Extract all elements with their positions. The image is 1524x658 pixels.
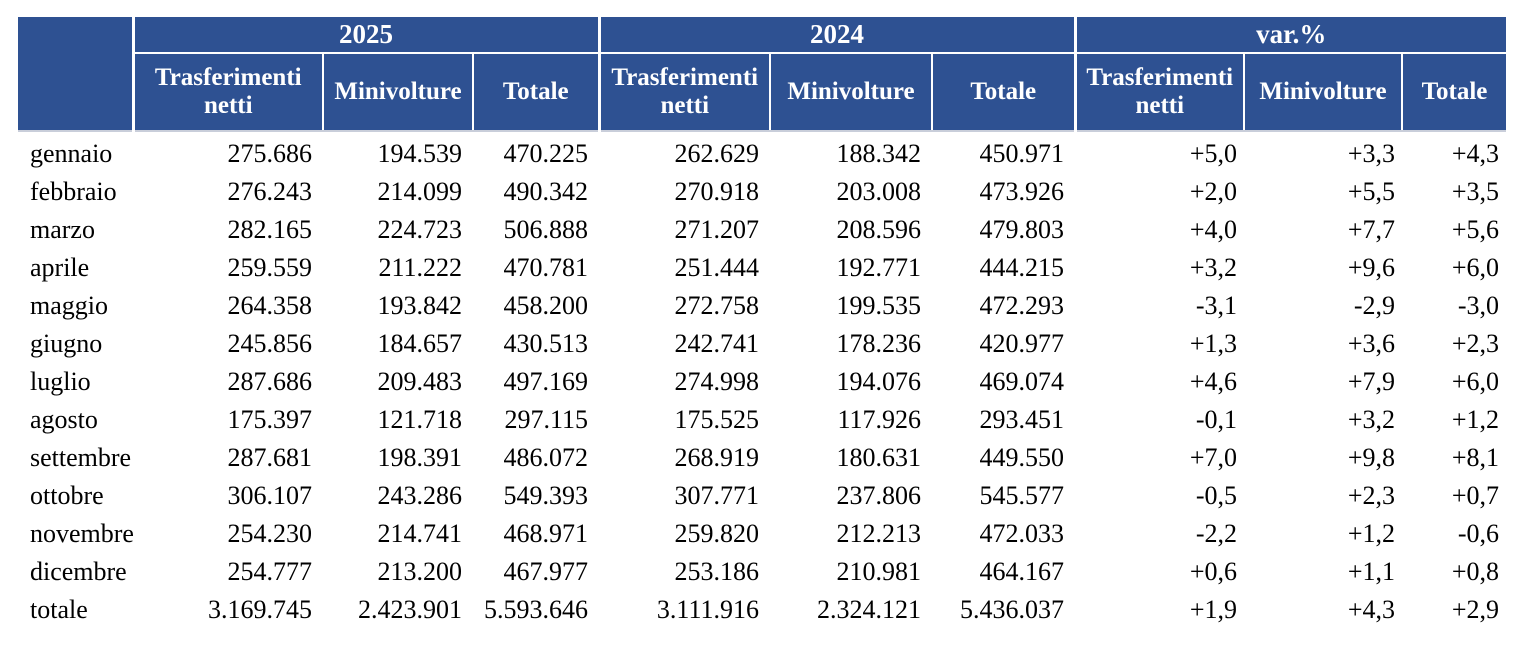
row-label: luglio [18,363,133,401]
cell-2025-totale: 468.971 [473,515,599,553]
cell-var-minivolture: +4,3 [1244,591,1402,629]
header-row-years [18,17,1506,53]
table-row [18,477,1506,515]
cell-2025-totale: 467.977 [473,553,599,591]
table-row [18,439,1506,477]
cell-2024-trasferimenti-netti: 242.741 [599,325,770,363]
cell-2025-trasferimenti-netti: 254.230 [133,515,323,553]
row-label: gennaio [18,131,133,173]
cell-2025-trasferimenti-netti: 287.686 [133,363,323,401]
cell-2024-minivolture: 210.981 [770,553,932,591]
cell-2024-totale: 469.074 [932,363,1075,401]
cell-var-totale: +0,8 [1402,553,1506,591]
cell-2024-minivolture: 188.342 [770,131,932,173]
cell-2024-trasferimenti-netti: 262.629 [599,131,770,173]
cell-2025-trasferimenti-netti: 175.397 [133,401,323,439]
cell-2025-minivolture: 214.741 [323,515,473,553]
cell-var-minivolture: +3,2 [1244,401,1402,439]
cell-2024-trasferimenti-netti: 274.998 [599,363,770,401]
cell-2025-totale: 470.781 [473,249,599,287]
cell-var-totale: +0,7 [1402,477,1506,515]
cell-2025-totale: 5.593.646 [473,591,599,629]
subheader-var-minivolture: Minivolture [1244,53,1402,131]
cell-2024-trasferimenti-netti: 272.758 [599,287,770,325]
cell-var-totale: +2,3 [1402,325,1506,363]
cell-2024-minivolture: 180.631 [770,439,932,477]
header-row-subcolumns [18,53,1506,131]
table-row [18,287,1506,325]
cell-2024-trasferimenti-netti: 268.919 [599,439,770,477]
table-row [18,249,1506,287]
cell-2025-minivolture: 211.222 [323,249,473,287]
row-label: settembre [18,439,133,477]
cell-2024-minivolture: 212.213 [770,515,932,553]
group-header-2024: 2024 [599,17,1075,53]
cell-var-trasferimenti-netti: +7,0 [1075,439,1244,477]
table-row [18,173,1506,211]
table-row [18,515,1506,553]
table-row [18,363,1506,401]
cell-2024-totale: 464.167 [932,553,1075,591]
cell-2025-trasferimenti-netti: 3.169.745 [133,591,323,629]
row-label: marzo [18,211,133,249]
cell-2025-minivolture: 209.483 [323,363,473,401]
cell-var-trasferimenti-netti: -2,2 [1075,515,1244,553]
cell-var-trasferimenti-netti: +0,6 [1075,553,1244,591]
cell-2024-minivolture: 117.926 [770,401,932,439]
row-label: giugno [18,325,133,363]
cell-2025-trasferimenti-netti: 287.681 [133,439,323,477]
row-label: maggio [18,287,133,325]
cell-2024-trasferimenti-netti: 270.918 [599,173,770,211]
cell-2024-trasferimenti-netti: 251.444 [599,249,770,287]
subheader-2025-totale: Totale [473,53,599,131]
cell-var-trasferimenti-netti: +1,9 [1075,591,1244,629]
cell-2025-minivolture: 184.657 [323,325,473,363]
cell-2025-trasferimenti-netti: 245.856 [133,325,323,363]
cell-var-minivolture: +2,3 [1244,477,1402,515]
cell-2025-totale: 486.072 [473,439,599,477]
cell-2024-trasferimenti-netti: 307.771 [599,477,770,515]
cell-2024-minivolture: 237.806 [770,477,932,515]
group-header-2025: 2025 [133,17,599,53]
cell-var-totale: -0,6 [1402,515,1506,553]
cell-var-trasferimenti-netti: +2,0 [1075,173,1244,211]
subheader-2024-totale: Totale [932,53,1075,131]
table-body [18,131,1506,629]
cell-var-minivolture: +9,6 [1244,249,1402,287]
cell-2025-totale: 490.342 [473,173,599,211]
cell-var-minivolture: +7,7 [1244,211,1402,249]
cell-var-trasferimenti-netti: +1,3 [1075,325,1244,363]
cell-var-trasferimenti-netti: -0,1 [1075,401,1244,439]
subheader-2024-trasferimenti-netti: Trasferimenti netti [599,53,770,131]
corner-cell [18,17,133,131]
cell-2025-trasferimenti-netti: 282.165 [133,211,323,249]
cell-var-minivolture: +7,9 [1244,363,1402,401]
cell-var-trasferimenti-netti: +5,0 [1075,131,1244,173]
table-row [18,211,1506,249]
cell-2024-minivolture: 203.008 [770,173,932,211]
cell-2025-minivolture: 2.423.901 [323,591,473,629]
cell-2025-minivolture: 194.539 [323,131,473,173]
cell-var-totale: +4,3 [1402,131,1506,173]
cell-var-totale: +5,6 [1402,211,1506,249]
cell-2024-minivolture: 194.076 [770,363,932,401]
cell-2024-trasferimenti-netti: 259.820 [599,515,770,553]
cell-2025-minivolture: 213.200 [323,553,473,591]
cell-2024-totale: 5.436.037 [932,591,1075,629]
cell-2024-trasferimenti-netti: 253.186 [599,553,770,591]
cell-2025-totale: 470.225 [473,131,599,173]
cell-2024-minivolture: 199.535 [770,287,932,325]
cell-var-totale: +6,0 [1402,249,1506,287]
row-label: aprile [18,249,133,287]
cell-var-trasferimenti-netti: -0,5 [1075,477,1244,515]
cell-var-totale: +8,1 [1402,439,1506,477]
cell-2025-minivolture: 214.099 [323,173,473,211]
cell-var-totale: +6,0 [1402,363,1506,401]
cell-var-totale: +1,2 [1402,401,1506,439]
cell-var-trasferimenti-netti: -3,1 [1075,287,1244,325]
cell-var-trasferimenti-netti: +4,6 [1075,363,1244,401]
row-label: dicembre [18,553,133,591]
cell-var-minivolture: +3,6 [1244,325,1402,363]
cell-2024-minivolture: 178.236 [770,325,932,363]
cell-var-minivolture: -2,9 [1244,287,1402,325]
subheader-var-totale: Totale [1402,53,1506,131]
table-row [18,591,1506,629]
group-header-var: var.% [1075,17,1506,53]
cell-2025-trasferimenti-netti: 254.777 [133,553,323,591]
cell-2024-trasferimenti-netti: 3.111.916 [599,591,770,629]
table-row [18,401,1506,439]
cell-2024-minivolture: 192.771 [770,249,932,287]
cell-2024-totale: 472.293 [932,287,1075,325]
table-row [18,131,1506,173]
cell-var-trasferimenti-netti: +3,2 [1075,249,1244,287]
cell-2024-totale: 293.451 [932,401,1075,439]
cell-2024-trasferimenti-netti: 271.207 [599,211,770,249]
cell-var-minivolture: +9,8 [1244,439,1402,477]
cell-2025-trasferimenti-netti: 276.243 [133,173,323,211]
row-label: totale [18,591,133,629]
cell-2025-trasferimenti-netti: 306.107 [133,477,323,515]
table-header [18,17,1506,131]
cell-2024-totale: 449.550 [932,439,1075,477]
cell-var-trasferimenti-netti: +4,0 [1075,211,1244,249]
cell-2025-minivolture: 193.842 [323,287,473,325]
row-label: agosto [18,401,133,439]
cell-2024-totale: 450.971 [932,131,1075,173]
cell-2024-minivolture: 2.324.121 [770,591,932,629]
row-label: ottobre [18,477,133,515]
cell-2025-minivolture: 224.723 [323,211,473,249]
subheader-2025-trasferimenti-netti: Trasferimenti netti [133,53,323,131]
cell-2024-totale: 479.803 [932,211,1075,249]
cell-2025-totale: 497.169 [473,363,599,401]
cell-2024-trasferimenti-netti: 175.525 [599,401,770,439]
cell-2025-totale: 549.393 [473,477,599,515]
cell-var-minivolture: +5,5 [1244,173,1402,211]
table-row [18,553,1506,591]
cell-var-minivolture: +1,1 [1244,553,1402,591]
table-row [18,325,1506,363]
cell-2025-trasferimenti-netti: 275.686 [133,131,323,173]
cell-2025-minivolture: 243.286 [323,477,473,515]
cell-2025-trasferimenti-netti: 259.559 [133,249,323,287]
cell-var-minivolture: +3,3 [1244,131,1402,173]
row-label: novembre [18,515,133,553]
subheader-var-trasferimenti-netti: Trasferimenti netti [1075,53,1244,131]
cell-2025-totale: 506.888 [473,211,599,249]
cell-var-totale: +3,5 [1402,173,1506,211]
cell-2024-totale: 420.977 [932,325,1075,363]
transfers-table [18,17,1506,629]
subheader-2024-minivolture: Minivolture [770,53,932,131]
cell-2025-totale: 297.115 [473,401,599,439]
cell-2025-totale: 430.513 [473,325,599,363]
cell-2025-minivolture: 198.391 [323,439,473,477]
cell-var-totale: +2,9 [1402,591,1506,629]
cell-var-minivolture: +1,2 [1244,515,1402,553]
cell-2024-totale: 472.033 [932,515,1075,553]
subheader-2025-minivolture: Minivolture [323,53,473,131]
cell-2024-totale: 473.926 [932,173,1075,211]
row-label: febbraio [18,173,133,211]
cell-2025-minivolture: 121.718 [323,401,473,439]
cell-var-totale: -3,0 [1402,287,1506,325]
cell-2025-trasferimenti-netti: 264.358 [133,287,323,325]
cell-2025-totale: 458.200 [473,287,599,325]
cell-2024-totale: 545.577 [932,477,1075,515]
cell-2024-totale: 444.215 [932,249,1075,287]
cell-2024-minivolture: 208.596 [770,211,932,249]
